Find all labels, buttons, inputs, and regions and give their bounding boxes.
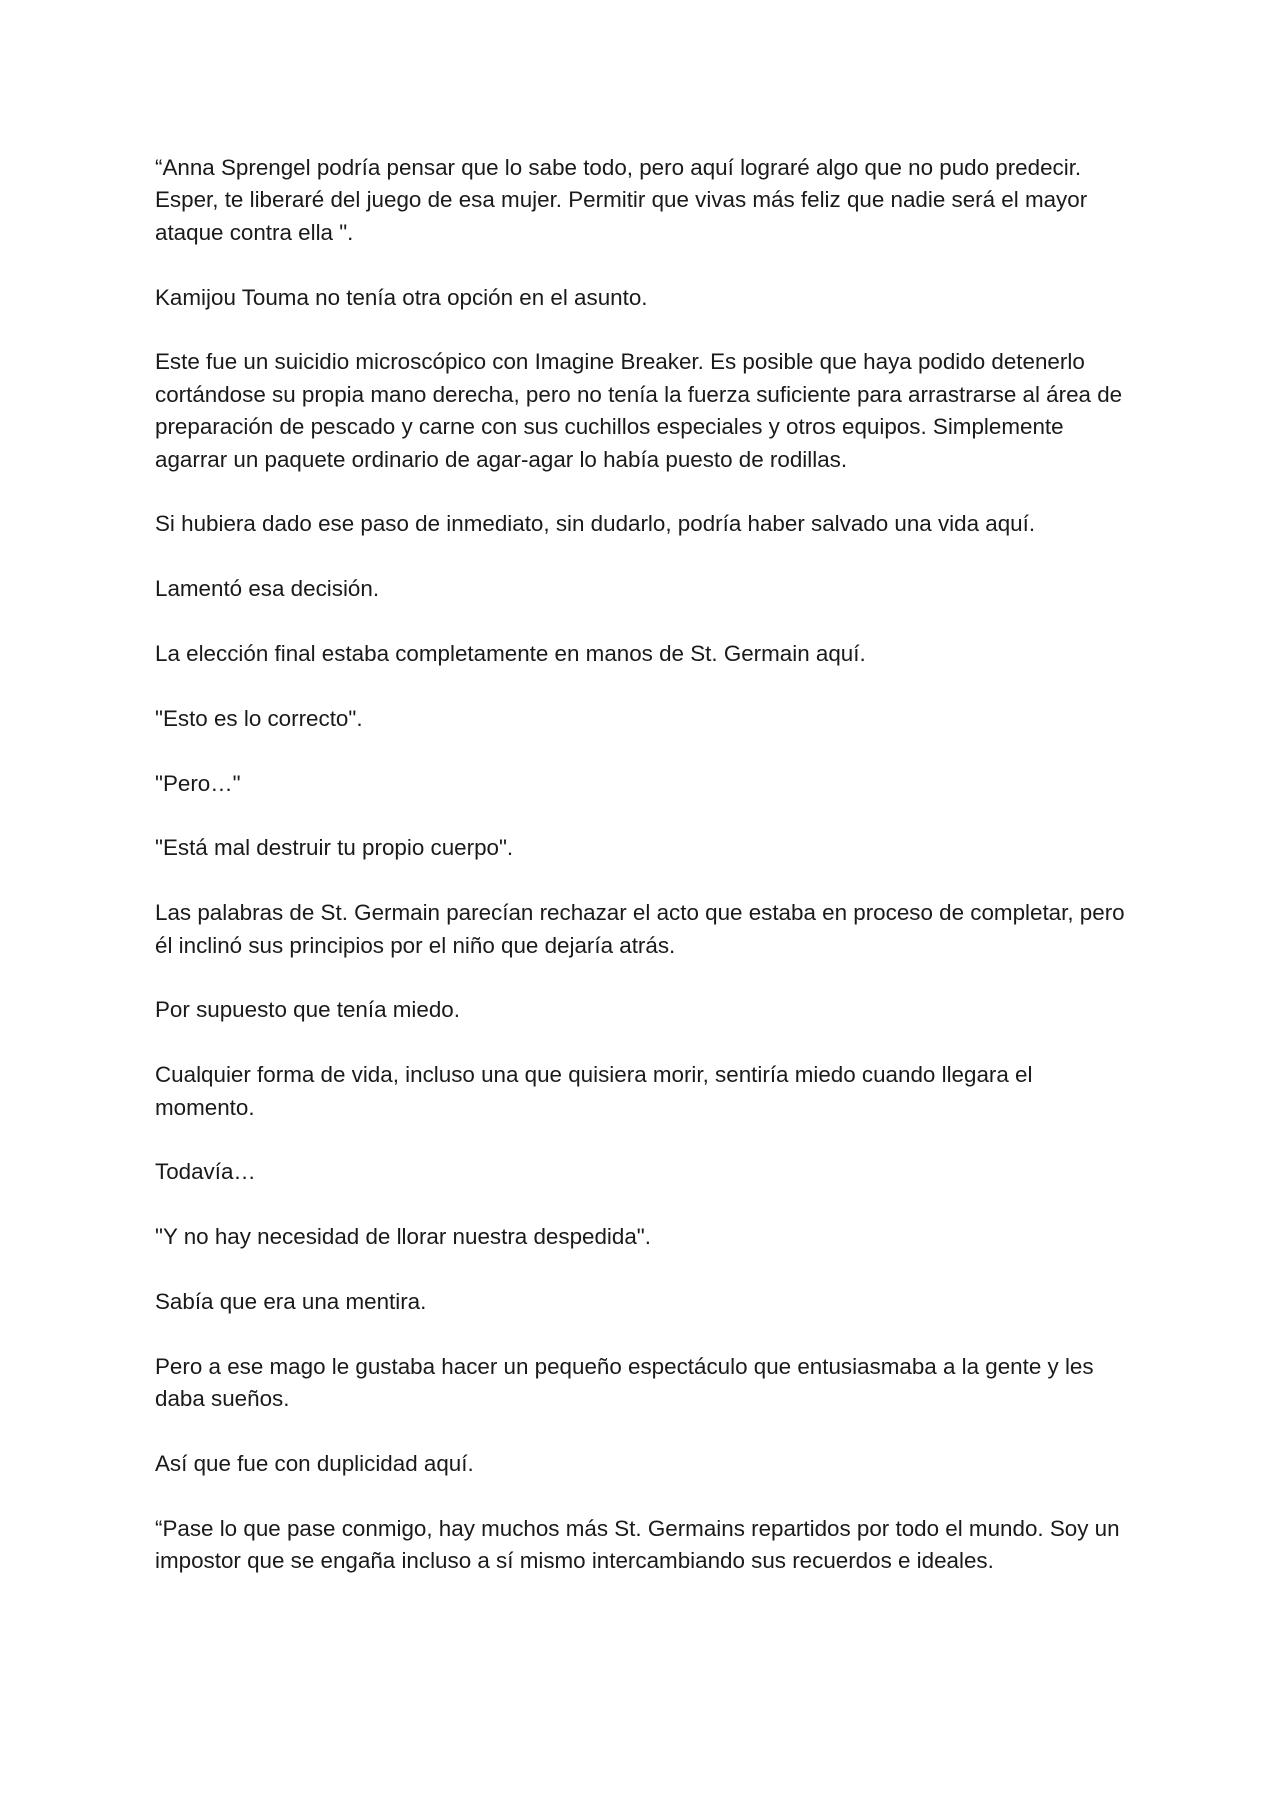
paragraph: “Anna Sprengel podría pensar que lo sabe todo, pero aquí lograré algo que no pudo predecir. Esper, te liberaré del juego de esa mujer. Permitir que vivas más feliz que nadie será el mayor ataque contra ella ". — [155, 155, 1088, 245]
paragraph: La elección final estaba completamente en manos de St. Germain aquí. — [155, 641, 866, 667]
paragraph: Por supuesto que tenía miedo. — [155, 997, 460, 1023]
paragraph: Kamijou Touma no tenía otra opción en el asunto. — [155, 284, 648, 310]
document-body — [155, 152, 1130, 1578]
paragraph: "Esto es lo correcto". — [155, 705, 363, 731]
paragraph: Pero a ese mago le gustaba hacer un pequeño espectáculo que entusiasmaba a la gente y les daba sueños. — [155, 1353, 1094, 1412]
paragraph: Las palabras de St. Germain parecían rechazar el acto que estaba en proceso de completar, pero él inclinó sus principios por el niño que dejaría atrás. — [155, 900, 1125, 958]
paragraph: "Está mal destruir tu propio cuerpo". — [155, 835, 514, 861]
paragraph: Si hubiera dado ese paso de inmediato, sin dudarlo, podría haber salvado una vida aquí. — [155, 511, 1036, 537]
paragraph: Así que fue con duplicidad aquí. — [155, 1451, 474, 1476]
paragraph: "Pero…" — [155, 770, 241, 796]
paragraph: "Y no hay necesidad de llorar nuestra despedida". — [155, 1224, 651, 1250]
paragraph: Este fue un suicidio microscópico con Imagine Breaker. Es posible que haya podido detenerlo cortándose su propia mano derecha, pero no tenía la fuerza suficiente para arrastrarse al área de preparación de pescado y carne con sus cuchillos especiales y otros equipos. Simplemente agarrar un paquete ordinario de agar-agar lo había puesto de rodillas. — [155, 349, 1123, 472]
paragraph: Sabía que era una mentira. — [155, 1289, 427, 1314]
paragraph: “Pase lo que pase conmigo, hay muchos más St. Germains repartidos por todo el mundo. Soy un impostor que se engaña incluso a sí mismo intercambiando sus recuerdos e ideales. — [155, 1515, 1120, 1574]
paragraph: Cualquier forma de vida, incluso una que quisiera morir, sentiría miedo cuando llegara el momento. — [155, 1062, 1033, 1120]
paragraph: Lamentó esa decisión. — [155, 576, 380, 602]
paragraph: Todavía… — [155, 1159, 256, 1185]
